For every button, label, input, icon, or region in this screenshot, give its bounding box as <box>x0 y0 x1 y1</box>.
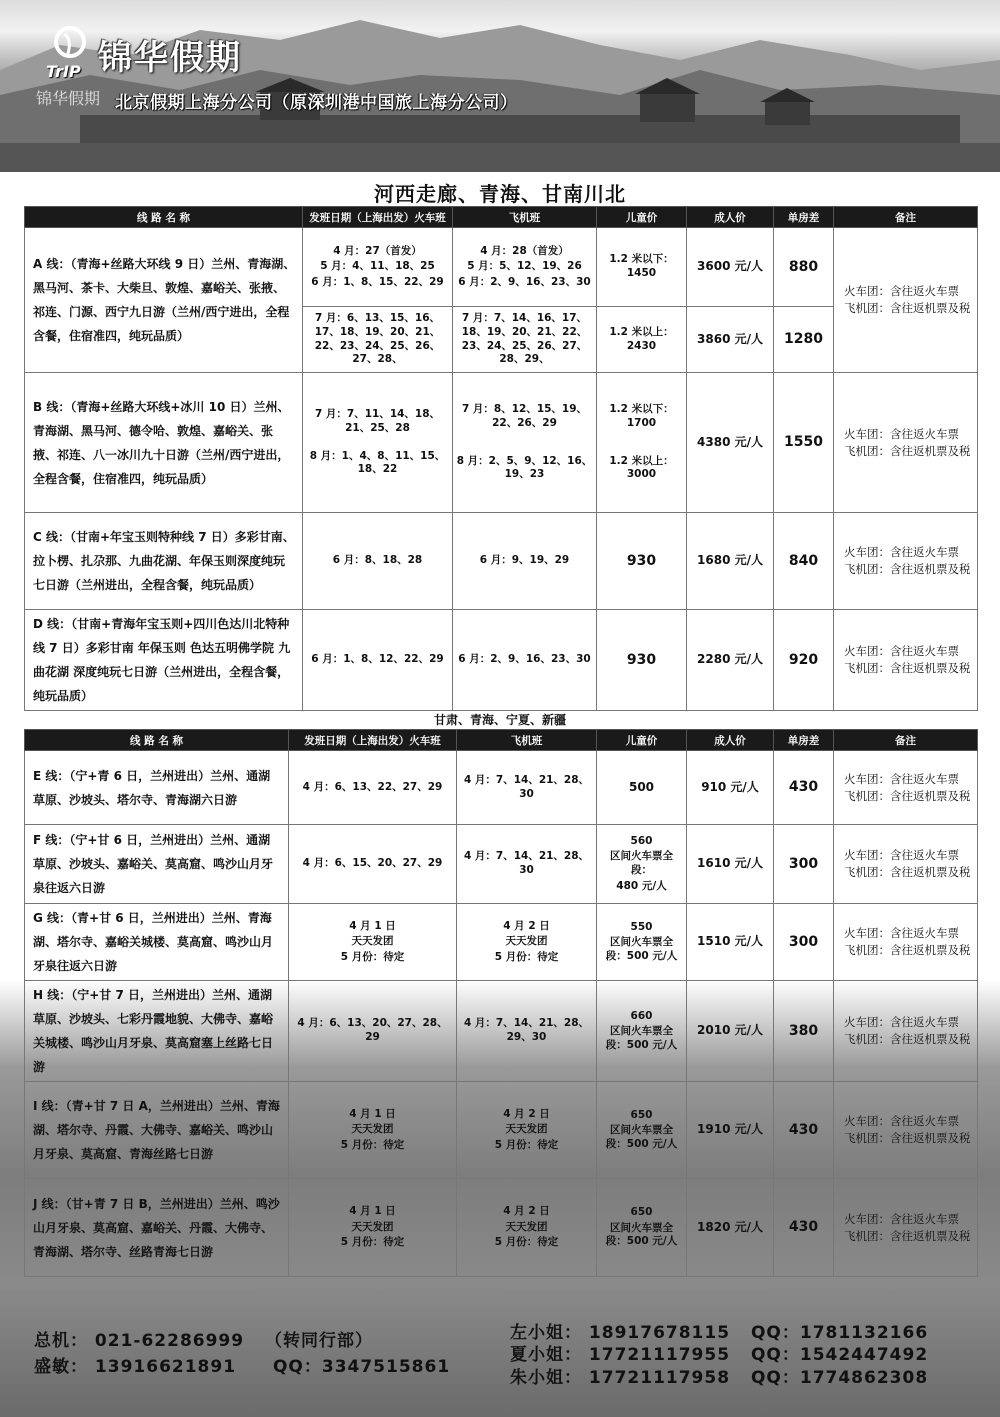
col-route: 线 路 名 称 <box>25 207 303 228</box>
table-header-row <box>25 207 978 228</box>
brand-logo <box>46 24 242 84</box>
table-row <box>25 228 978 307</box>
child-price: 930 <box>597 610 687 711</box>
note-cell: 火车团：含往返火车票 飞机团：含往返机票及税 <box>834 1082 978 1179</box>
section2-title: 甘肃、青海、宁夏、新疆 <box>433 713 566 727</box>
route-cell: B 线：（青海+丝路大环线+冰川 10 日）兰州、青海湖、黑马河、德令哈、敦煌、嘉峪关、张掖、祁连、八一冰川九十日游（兰州/西宁进出，全程含餐，住宿准四，纯玩品质） <box>25 373 303 513</box>
train-dates: 7 月：6、13、15、16、17、18、19、20、21、22、23、24、25、26、27、28、 <box>303 307 453 373</box>
note-cell: 火车团：含往返火车票 飞机团：含往返机票及税 <box>834 904 978 981</box>
table-header-row <box>25 730 978 751</box>
main-phone-note: （转同行部） <box>265 1331 374 1351</box>
single-supplement: 430 <box>774 751 834 825</box>
adult-price: 1680 元/人 <box>687 513 774 610</box>
note-cell: 火车团：含往返火车票 飞机团：含往返机票及税 <box>834 981 978 1082</box>
child-price: 1.2 米以上：2430 <box>597 307 687 373</box>
section1-title: 河西走廊、青海、甘南川北 <box>374 182 626 206</box>
single-supplement: 300 <box>774 825 834 904</box>
logo-text: 锦华假期 <box>98 37 242 78</box>
contact-name: 左小姐： <box>510 1323 582 1343</box>
single-supplement: 1550 <box>774 373 834 513</box>
adult-price: 1820 元/人 <box>687 1179 774 1277</box>
note-cell: 火车团：含往返火车票 飞机团：含往返机票及税 <box>834 228 978 373</box>
train-dates: 4 月 1 日 天天发团 5 月份：待定 <box>289 904 457 981</box>
col-train: 发班日期（上海出发）火车班 <box>303 207 453 228</box>
single-supplement: 380 <box>774 981 834 1082</box>
single-supplement: 430 <box>774 1179 834 1277</box>
contact-line <box>34 1352 450 1377</box>
route-cell: J 线：（甘+青 7 日 B，兰州进出）兰州、鸣沙山月牙泉、莫高窟、嘉峪关、丹霞、大佛寺、青海湖、塔尔寺、丝路青海七日游 <box>25 1179 289 1277</box>
note-cell: 火车团：含往返火车票 飞机团：含往返机票及税 <box>834 1179 978 1277</box>
header-banner <box>0 0 1000 172</box>
table-row <box>25 1179 978 1277</box>
logo-watermark: 锦华假期 <box>36 89 101 108</box>
table-row <box>25 904 978 981</box>
train-dates: 4 月：6、15、20、27、29 <box>289 825 457 904</box>
contact-qq: QQ：1542447492 <box>750 1345 929 1365</box>
single-supplement: 840 <box>774 513 834 610</box>
contact-name: 夏小姐： <box>510 1345 582 1365</box>
section2-table <box>24 729 978 1277</box>
route-cell: H 线：（宁+甘 7 日，兰州进出）兰州、通湖草原、沙坡头、七彩丹霞地貌、大佛寺、嘉峪关城楼、鸣沙山月牙泉、莫高窟塞上丝路七日游 <box>25 981 289 1082</box>
plane-dates: 4 月：7、14、21、28、30 <box>457 825 597 904</box>
table-row <box>25 825 978 904</box>
table-row <box>25 1082 978 1179</box>
table-row <box>25 751 978 825</box>
child-price: 650 区间火车票全段：500 元/人 <box>597 1179 687 1277</box>
plane-dates: 4 月：7、14、21、28、30 <box>457 751 597 825</box>
col-route: 线 路 名 称 <box>25 730 289 751</box>
child-price: 500 <box>597 751 687 825</box>
contact-qq: QQ：3347515861 <box>272 1357 451 1377</box>
company-name: 北京假期上海分公司（原深圳港中国旅上海分公司） <box>115 93 518 113</box>
plane-dates: 7 月：8、12、15、19、22、26、29 8 月：2、5、9、12、16、19、23 <box>453 373 597 513</box>
child-price: 1.2 米以下：1450 <box>597 228 687 307</box>
plane-dates: 4 月 2 日 天天发团 5 月份：待定 <box>457 904 597 981</box>
contact-phone: 17721117955 <box>588 1345 731 1365</box>
train-dates: 4 月 1 日 天天发团 5 月份：待定 <box>289 1082 457 1179</box>
table-row <box>25 373 978 513</box>
plane-dates: 6 月：2、9、16、23、30 <box>453 610 597 711</box>
train-dates: 7 月：7、11、14、18、21、25、28 8 月：1、4、8、11、15、18、22 <box>303 373 453 513</box>
route-cell: E 线：（宁+青 6 日，兰州进出）兰州、通湖草原、沙坡头、塔尔寺、青海湖六日游 <box>25 751 289 825</box>
train-dates: 4 月：6、13、22、27、29 <box>289 751 457 825</box>
route-cell: C 线：（甘南+年宝玉则特种线 7 日）多彩甘南、拉卜楞、扎尕那、九曲花湖、年保玉则深度纯玩七日游（兰州进出，全程含餐，纯玩品质） <box>25 513 303 610</box>
contact-phone: 13916621891 <box>94 1357 237 1377</box>
route-cell: D 线：（甘南+青海年宝玉则+四川色达川北特种线 7 日）多彩甘南 年保玉则 色达五明佛学院 九曲花湖 深度纯玩七日游（兰州进出，全程含餐，纯玩品质） <box>25 610 303 711</box>
contact-line <box>510 1340 928 1365</box>
route-cell: F 线：（宁+甘 6 日，兰州进出）兰州、通湖草原、沙坡头、嘉峪关、莫高窟、鸣沙山月牙泉往返六日游 <box>25 825 289 904</box>
child-price: 930 <box>597 513 687 610</box>
adult-price: 910 元/人 <box>687 751 774 825</box>
child-price: 560 区间火车票全段： 480 元/人 <box>597 825 687 904</box>
contact-qq: QQ：1781132166 <box>750 1323 929 1343</box>
table-row <box>25 513 978 610</box>
child-price: 660 区间火车票全段：500 元/人 <box>597 981 687 1082</box>
col-adult: 成人价 <box>687 730 774 751</box>
main-phone-label: 总机： <box>34 1331 88 1351</box>
plane-dates: 4 月：28（首发） 5 月：5、12、19、26 6 月：2、9、16、23、30 <box>453 228 597 307</box>
single-supplement: 430 <box>774 1082 834 1179</box>
adult-price: 1510 元/人 <box>687 904 774 981</box>
contact-qq: QQ：1774862308 <box>750 1368 929 1388</box>
adult-price: 3600 元/人 <box>687 228 774 307</box>
route-cell: A 线：（青海+丝路大环线 9 日）兰州、青海湖、黑马河、茶卡、大柴旦、敦煌、嘉峪关、张掖、祁连、门源、西宁九日游（兰州/西宁进出，全程含餐，住宿准四，纯玩品质） <box>25 228 303 373</box>
logo-mark-text: TrIP <box>46 62 81 81</box>
child-price: 650 区间火车票全段：500 元/人 <box>597 1082 687 1179</box>
col-single: 单房差 <box>774 730 834 751</box>
plane-dates: 4 月 2 日 天天发团 5 月份：待定 <box>457 1179 597 1277</box>
col-plane: 飞机班 <box>457 730 597 751</box>
train-dates: 6 月：1、8、12、22、29 <box>303 610 453 711</box>
table-row <box>25 610 978 711</box>
adult-price: 3860 元/人 <box>687 307 774 373</box>
child-price: 550 区间火车票全段：500 元/人 <box>597 904 687 981</box>
main-phone-line <box>34 1326 373 1351</box>
section1-table <box>24 206 978 711</box>
contact-phone: 18917678115 <box>588 1323 731 1343</box>
col-adult: 成人价 <box>687 207 774 228</box>
adult-price: 2280 元/人 <box>687 610 774 711</box>
adult-price: 1610 元/人 <box>687 825 774 904</box>
adult-price: 4380 元/人 <box>687 373 774 513</box>
contact-line <box>510 1363 928 1388</box>
train-dates: 4 月 1 日 天天发团 5 月份：待定 <box>289 1179 457 1277</box>
col-note: 备注 <box>834 207 978 228</box>
table-row <box>25 981 978 1082</box>
single-supplement: 300 <box>774 904 834 981</box>
plane-dates: 4 月 2 日 天天发团 5 月份：待定 <box>457 1082 597 1179</box>
note-cell: 火车团：含往返火车票 飞机团：含往返机票及税 <box>834 751 978 825</box>
contact-phone: 17721117958 <box>588 1368 731 1388</box>
note-cell: 火车团：含往返火车票 飞机团：含往返机票及税 <box>834 373 978 513</box>
train-dates: 6 月：8、18、28 <box>303 513 453 610</box>
col-plane: 飞机班 <box>453 207 597 228</box>
main-phone-number: 021-62286999 <box>94 1331 245 1351</box>
plane-dates: 4 月：7、14、21、28、29、30 <box>457 981 597 1082</box>
single-supplement: 880 <box>774 228 834 307</box>
train-dates: 4 月：27（首发） 5 月：4、11、18、25 6 月：1、8、15、22、29 <box>303 228 453 307</box>
single-supplement: 1280 <box>774 307 834 373</box>
adult-price: 1910 元/人 <box>687 1082 774 1179</box>
contact-name: 朱小姐： <box>510 1368 582 1388</box>
plane-dates: 7 月：7、14、16、17、18、19、20、21、22、23、24、25、26、27、28、29、 <box>453 307 597 373</box>
col-child: 儿童价 <box>597 207 687 228</box>
trip-logo-icon <box>46 24 98 84</box>
col-child: 儿童价 <box>597 730 687 751</box>
col-note: 备注 <box>834 730 978 751</box>
route-cell: I 线：（青+甘 7 日 A，兰州进出）兰州、青海湖、塔尔寺、丹霞、大佛寺、嘉峪关、鸣沙山月牙泉、莫高窟、青海丝路七日游 <box>25 1082 289 1179</box>
child-price: 1.2 米以下：1700 1.2 米以上：3000 <box>597 373 687 513</box>
train-dates: 4 月：6、13、20、27、28、29 <box>289 981 457 1082</box>
note-cell: 火车团：含往返火车票 飞机团：含往返机票及税 <box>834 610 978 711</box>
route-cell: G 线：（青+甘 6 日，兰州进出）兰州、青海湖、塔尔寺、嘉峪关城楼、莫高窟、鸣沙山月牙泉往返六日游 <box>25 904 289 981</box>
note-cell: 火车团：含往返火车票 飞机团：含往返机票及税 <box>834 513 978 610</box>
adult-price: 2010 元/人 <box>687 981 774 1082</box>
plane-dates: 6 月：9、19、29 <box>453 513 597 610</box>
contact-name: 盛敏： <box>34 1357 88 1377</box>
col-single: 单房差 <box>774 207 834 228</box>
note-cell: 火车团：含往返火车票 飞机团：含往返机票及税 <box>834 825 978 904</box>
col-train: 发班日期（上海出发）火车班 <box>289 730 457 751</box>
single-supplement: 920 <box>774 610 834 711</box>
